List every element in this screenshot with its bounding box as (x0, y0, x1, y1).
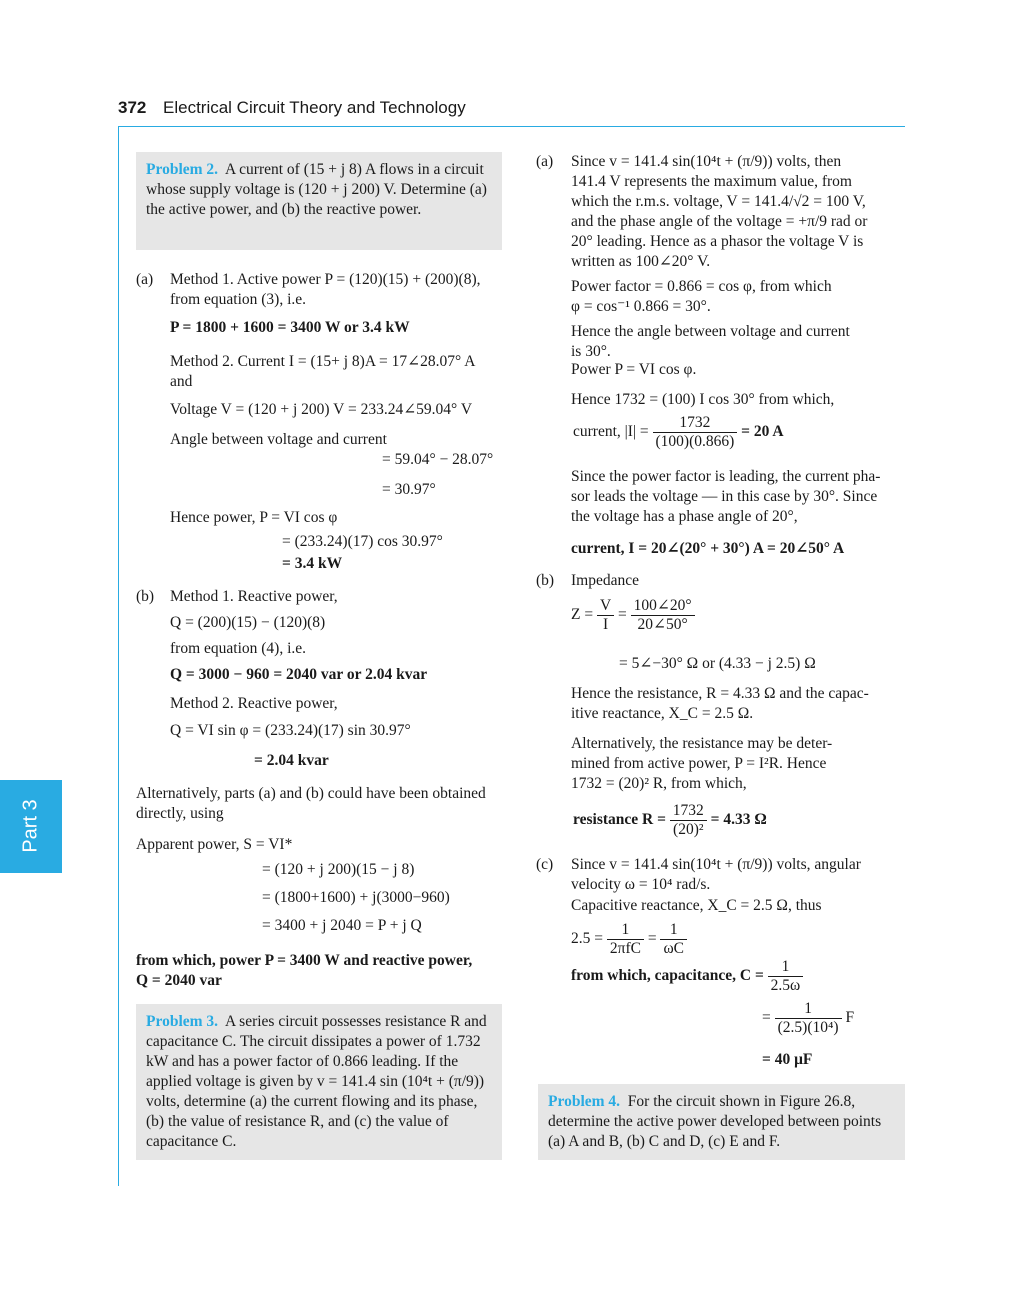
alternative-line2: mined from active power, P = I²R. Hence (571, 755, 827, 772)
z-frac2-num: 100∠20° (631, 597, 695, 616)
c-frac2-num: 1 (660, 921, 687, 940)
c-frac2-den: ωC (663, 940, 684, 957)
alternative-line3: 1732 = (20)² R, from which, (571, 775, 747, 792)
power-eq2: = 3.4 kW (282, 555, 343, 572)
impedance-result: = 5∠−30° Ω or (4.33 − j 2.5) Ω (619, 655, 816, 672)
part-tab (0, 780, 62, 873)
b-method1: Method 1. Reactive power, (170, 588, 338, 605)
power-factor-line2: φ = cos⁻¹ 0.866 = 30°. (571, 298, 711, 315)
current-result: = 20 A (741, 423, 784, 441)
capacitance-label: from which, capacitance, C = (571, 967, 764, 985)
problem-3-box (136, 1004, 502, 1160)
current-fraction (653, 414, 738, 451)
problem-2-label: Problem 2. (146, 161, 219, 178)
conclusion-line1: from which, power P = 3400 W and reactive power, (136, 952, 473, 969)
c-frac4-den: (2.5)(10⁴) (777, 1019, 839, 1036)
method2-line1: Method 2. Current I = (15+ j 8)A = 17∠28.07° A (170, 353, 476, 370)
z-label: Z = (571, 606, 594, 624)
angle-label: Angle between voltage and current (170, 431, 387, 448)
hence-angle-line1: Hence the angle between voltage and current (571, 323, 850, 340)
rc-line2: velocity ω = 10⁴ rad/s. (571, 876, 711, 893)
resistance-den: (20)² (673, 821, 704, 838)
apparent-eq1: = (120 + j 200)(15 − j 8) (262, 861, 415, 878)
left-part-a-marker: (a) (136, 271, 154, 288)
power-formula: Power P = VI cos φ. (571, 361, 697, 378)
z-frac1-num: V (597, 597, 614, 616)
problem-3-text: A series circuit possesses resistance R and capacitance C. The circuit dissipates a power of 1.732 kW and has a power factor of 0.866 leading. If the applied voltage is given by v = 141.4 sin (10⁴t + (π/9)) volts, determine (a) the current flowing and its phase, (b) the value of resistance R, and (c) the value of capacitance C. (146, 1013, 487, 1150)
c-frac3 (768, 958, 804, 995)
page-number: 372 (118, 98, 147, 117)
ra-line6: written as 100∠20° V. (571, 253, 711, 270)
b-q4: = 2.04 kvar (254, 752, 329, 769)
lead-line2: sor leads the voltage — in this case by 30°. Since (571, 488, 878, 505)
power-line: Hence power, P = VI cos φ (170, 509, 338, 526)
c-frac1-den: 2πfC (609, 940, 641, 957)
method1-result: P = 1800 + 1600 = 3400 W or 3.4 kW (170, 319, 410, 336)
resistance-label: resistance R = (573, 811, 666, 829)
z-frac2 (631, 597, 695, 634)
lead-line3: the voltage has a phase angle of 20°, (571, 508, 798, 525)
power-eq1: = (233.24)(17) cos 30.97° (282, 533, 443, 550)
c-frac1 (607, 921, 644, 958)
ra-line5: 20° leading. Hence as a phasor the voltage V is (571, 233, 864, 250)
resistance-num: 1732 (670, 802, 707, 821)
conclusion-line2: Q = 2040 var (136, 972, 222, 989)
b-q1: Q = (200)(15) − (120)(8) (170, 614, 326, 631)
ra-line2: 141.4 V represents the maximum value, from (571, 173, 852, 190)
c-eq-label: 2.5 = (571, 930, 603, 948)
left-part-b-marker: (b) (136, 588, 155, 605)
capacitance-eq (571, 958, 803, 995)
alternative-line1: Alternatively, the resistance may be deter- (571, 735, 833, 752)
alt-line1: Alternatively, parts (a) and (b) could have been obtained (136, 785, 486, 802)
problem-3-label: Problem 3. (146, 1013, 219, 1030)
right-part-b-marker: (b) (536, 572, 555, 589)
c-frac4 (775, 1000, 842, 1037)
current-num: 1732 (653, 414, 738, 433)
c-frac4-num: 1 (775, 1000, 842, 1019)
c-unit: F (845, 1009, 855, 1027)
resistance-value: = 4.33 Ω (710, 811, 767, 829)
power-factor-line1: Power factor = 0.866 = cos φ, from which (571, 278, 832, 295)
c-frac3-den: 2.5ω (770, 977, 801, 994)
hence-1732: Hence 1732 = (100) I cos 30° from which, (571, 391, 835, 408)
voltage-line: Voltage V = (120 + j 200) V = 233.24∠59.04° V (170, 401, 473, 418)
ra-line4: and the phase angle of the voltage = +π/9 rad or (571, 213, 868, 230)
book-title: Electrical Circuit Theory and Technology (163, 98, 466, 117)
current-magnitude (573, 414, 784, 451)
impedance-eq: Z = $\frac{V}{I}$ = $\frac{100\angle 20^\circ}{20\angle 50^\circ}$ (571, 597, 695, 634)
margin-rule (118, 126, 119, 1186)
rc-line3: Capacitive reactance, X_C = 2.5 Ω, thus (571, 897, 822, 914)
header-rule (118, 126, 905, 127)
problem-4-label: Problem 4. (548, 1093, 621, 1110)
c-frac3-num: 1 (768, 958, 804, 977)
resistance-fraction (670, 802, 707, 839)
angle-eq1: = 59.04° − 28.07° (382, 451, 494, 468)
apparent-power: Apparent power, S = VI* (136, 836, 293, 853)
lead-line1: Since the power factor is leading, the current pha- (571, 468, 881, 485)
resistance-eq (573, 802, 767, 839)
z-frac1 (597, 597, 614, 634)
method2-line2: and (170, 373, 193, 390)
z-frac2-den: 20∠50° (637, 616, 688, 633)
right-part-c-marker: (c) (536, 856, 554, 873)
apparent-eq2: = (1800+1600) + j(3000−960) (262, 889, 450, 906)
hence-angle-line2: is 30°. (571, 343, 611, 360)
capacitance-eq2: = $\frac{1}{\text{(2.5)(10⁴)}}$ F (762, 1000, 855, 1036)
z-frac1-den: I (602, 616, 609, 633)
angle-eq2: = 30.97° (382, 481, 436, 498)
current-label: current, |I| = (573, 423, 649, 441)
b-q2: Q = 3000 − 960 = 2040 var or 2.04 kvar (170, 666, 428, 683)
alt-line2: directly, using (136, 805, 224, 822)
capacitive-eq: 2.5 = $\frac{1}{\text{2πfC}}$ = $\frac{1}{\omega C}$ (571, 921, 687, 958)
problem-2-text: A current of (15 + j 8) A flows in a circuit whose supply voltage is (120 + j 200) V. Determine (a) the active power, and (b) the reactive power. (146, 161, 487, 218)
problem-4-text: For the circuit shown in Figure 26.8, determine the active power developed between points (a) A and B, (b) C and D, (c) E and F. (548, 1093, 882, 1150)
resistance-line2: itive reactance, X_C = 2.5 Ω. (571, 705, 754, 722)
method1-line2: from equation (3), i.e. (170, 291, 307, 308)
b-q3: Q = VI sin φ = (233.24)(17) sin 30.97° (170, 722, 411, 739)
part-tab-label: Part 3 (19, 799, 42, 853)
rc-line1: Since v = 141.4 sin(10⁴t + (π/9)) volts, angular (571, 856, 861, 873)
ra-line3: which the r.m.s. voltage, V = 141.4/√2 = 100 V, (571, 193, 866, 210)
current-den: (100)(0.866) (655, 433, 735, 450)
capacitance-final: = 40 μF (762, 1051, 813, 1068)
resistance-line1: Hence the resistance, R = 4.33 Ω and the capac- (571, 685, 869, 702)
impedance-label: Impedance (571, 572, 639, 589)
b-from: from equation (4), i.e. (170, 640, 307, 657)
right-part-a-marker: (a) (536, 153, 554, 170)
current-phasor: current, I = 20∠(20° + 30°) A = 20∠50° A (571, 540, 845, 557)
problem-4-box (538, 1084, 905, 1160)
apparent-eq3: = 3400 + j 2040 = P + j Q (262, 917, 422, 934)
c-frac1-num: 1 (607, 921, 644, 940)
method1-line1: Method 1. Active power P = (120)(15) + (200)(8), (170, 271, 481, 288)
c-frac2 (660, 921, 687, 958)
ra-line1: Since v = 141.4 sin(10⁴t + (π/9)) volts, then (571, 153, 842, 170)
problem-2-box (136, 152, 502, 250)
b-method2: Method 2. Reactive power, (170, 695, 338, 712)
